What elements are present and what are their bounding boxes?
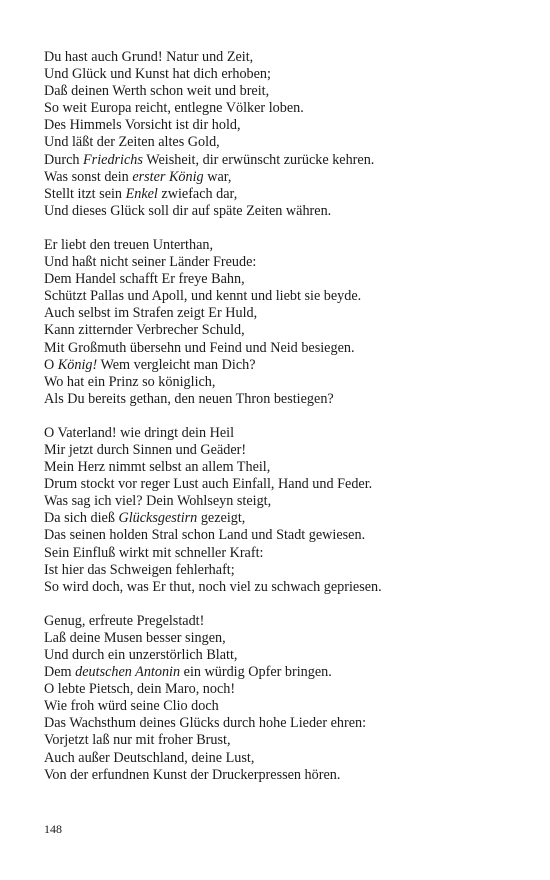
verse-line [44,630,524,647]
verse-line [44,374,524,391]
text-segment: Und dieses Glück soll dir auf späte Zeiten währen. [44,202,332,219]
italic-text: Friedrichs [83,151,143,168]
poem [44,49,524,801]
verse-line [44,579,524,596]
text-segment: Das seinen holden Stral schon Land und Stadt gewiesen. [44,527,366,544]
verse-line [44,442,524,459]
text-segment: O Vaterland! wie dringt dein Heil [44,424,235,441]
text-segment: Wie froh würd seine Clio doch [44,698,219,715]
text-segment: Laß deine Musen besser singen, [44,629,226,646]
verse-line [44,340,524,357]
stanza-1 [44,49,524,220]
text-segment: Daß deinen Werth schon weit und breit, [44,83,270,100]
verse-line [44,664,524,681]
text-segment: Genug, erfreute Pregelstadt! [44,612,205,629]
text-segment: Als Du bereits gethan, den neuen Thron bestiegen? [44,390,334,407]
text-segment: gezeigt, [197,510,246,527]
text-segment: Auch außer Deutschland, deine Lust, [44,749,255,766]
text-segment: Mein Herz nimmt selbst an allem Theil, [44,459,271,476]
text-segment: O [44,356,58,373]
verse-line [44,527,524,544]
verse-line [44,545,524,562]
text-segment: Durch [44,151,84,168]
stanza-4 [44,613,524,784]
verse-line [44,750,524,767]
verse-line [44,152,524,169]
verse-line [44,698,524,715]
verse-line [44,117,524,134]
italic-text: Glücksgestirn [118,510,198,527]
text-segment: Sein Einfluß wirkt mit schneller Kraft: [44,544,264,561]
text-segment: O lebte Pietsch, dein Maro, noch! [44,681,236,698]
verse-line [44,647,524,664]
page-number: 148 [44,822,62,836]
text-segment: Und Glück und Kunst hat dich erhoben; [44,66,271,83]
text-segment: Und durch ein unzerstörlich Blatt, [44,647,238,663]
text-segment: Mir jetzt durch Sinnen und Geäder! [44,441,247,458]
verse-line [44,425,524,442]
italic-text: König! [57,356,98,373]
text-segment: Er liebt den treuen Unterthan, [44,236,214,253]
verse-line [44,459,524,476]
text-segment: So wird doch, was Er thut, noch viel zu schwach gepriesen. [44,578,382,595]
italic-text: deutschen Antonin [75,664,181,681]
text-segment: Schützt Pallas und Apoll, und kennt und liebt sie beyde. [44,288,362,305]
italic-text: erster König [132,168,204,185]
text-segment: Drum stockt vor reger Lust auch Einfall, Hand und Feder. [44,476,373,493]
verse-line [44,271,524,288]
verse-line [44,288,524,305]
verse-line [44,476,524,493]
verse-line [44,49,524,66]
text-segment: Vorjetzt laß nur mit froher Brust, [44,732,231,749]
text-segment: war, [203,168,232,185]
text-segment: Auch selbst im Strafen zeigt Er Huld, [44,305,258,322]
verse-line [44,100,524,117]
verse-line [44,562,524,579]
text-segment: Des Himmels Vorsicht ist dir hold, [44,117,241,134]
text-segment: ein würdig Opfer bringen. [180,664,332,681]
text-segment: Und haßt nicht seiner Länder Freude: [44,254,257,271]
verse-line [44,613,524,630]
verse-line [44,134,524,151]
text-segment: Dem [44,664,76,681]
verse-line [44,186,524,203]
verse-line [44,66,524,83]
verse-line [44,254,524,271]
text-segment: Und läßt der Zeiten altes Gold, [44,134,220,151]
verse-line [44,237,524,254]
text-segment: Kann zitternder Verbrecher Schuld, [44,322,245,339]
verse-line [44,681,524,698]
verse-line [44,305,524,322]
text-segment: Von der erfundnen Kunst der Druckerpressen hören. [44,766,341,783]
verse-line [44,732,524,749]
text-segment: Stellt itzt sein [44,185,126,202]
verse-line [44,203,524,220]
text-segment: Ist hier das Schweigen fehlerhaft; [44,561,235,578]
text-segment: Was sag ich viel? Dein Wohlseyn steigt, [44,493,272,510]
verse-line [44,767,524,784]
italic-text: Enkel [125,185,158,202]
verse-line [44,169,524,186]
text-segment: So weit Europa reicht, entlegne Völker loben. [44,100,304,117]
text-segment: Das Wachsthum deines Glücks durch hohe Lieder ehren: [44,715,367,732]
verse-line [44,322,524,339]
verse-line [44,357,524,374]
stanza-2 [44,237,524,408]
text-segment: Was sonst dein [44,168,133,185]
verse-line [44,493,524,510]
verse-line [44,510,524,527]
text-segment: Mit Großmuth übersehn und Feind und Neid besiegen. [44,339,355,356]
text-segment: zwiefach dar, [157,185,238,202]
verse-line [44,83,524,100]
verse-line [44,391,524,408]
text-segment: Wem vergleicht man Dich? [97,356,256,373]
text-segment: Dem Handel schafft Er freye Bahn, [44,271,245,288]
text-segment: Wo hat ein Prinz so königlich, [44,373,216,390]
text-segment: Du hast auch Grund! Natur und Zeit, [44,49,254,65]
stanza-3 [44,425,524,596]
text-segment: Da sich dieß [44,510,119,527]
text-segment: Weisheit, dir erwünscht zurücke kehren. [142,151,375,168]
verse-line [44,715,524,732]
